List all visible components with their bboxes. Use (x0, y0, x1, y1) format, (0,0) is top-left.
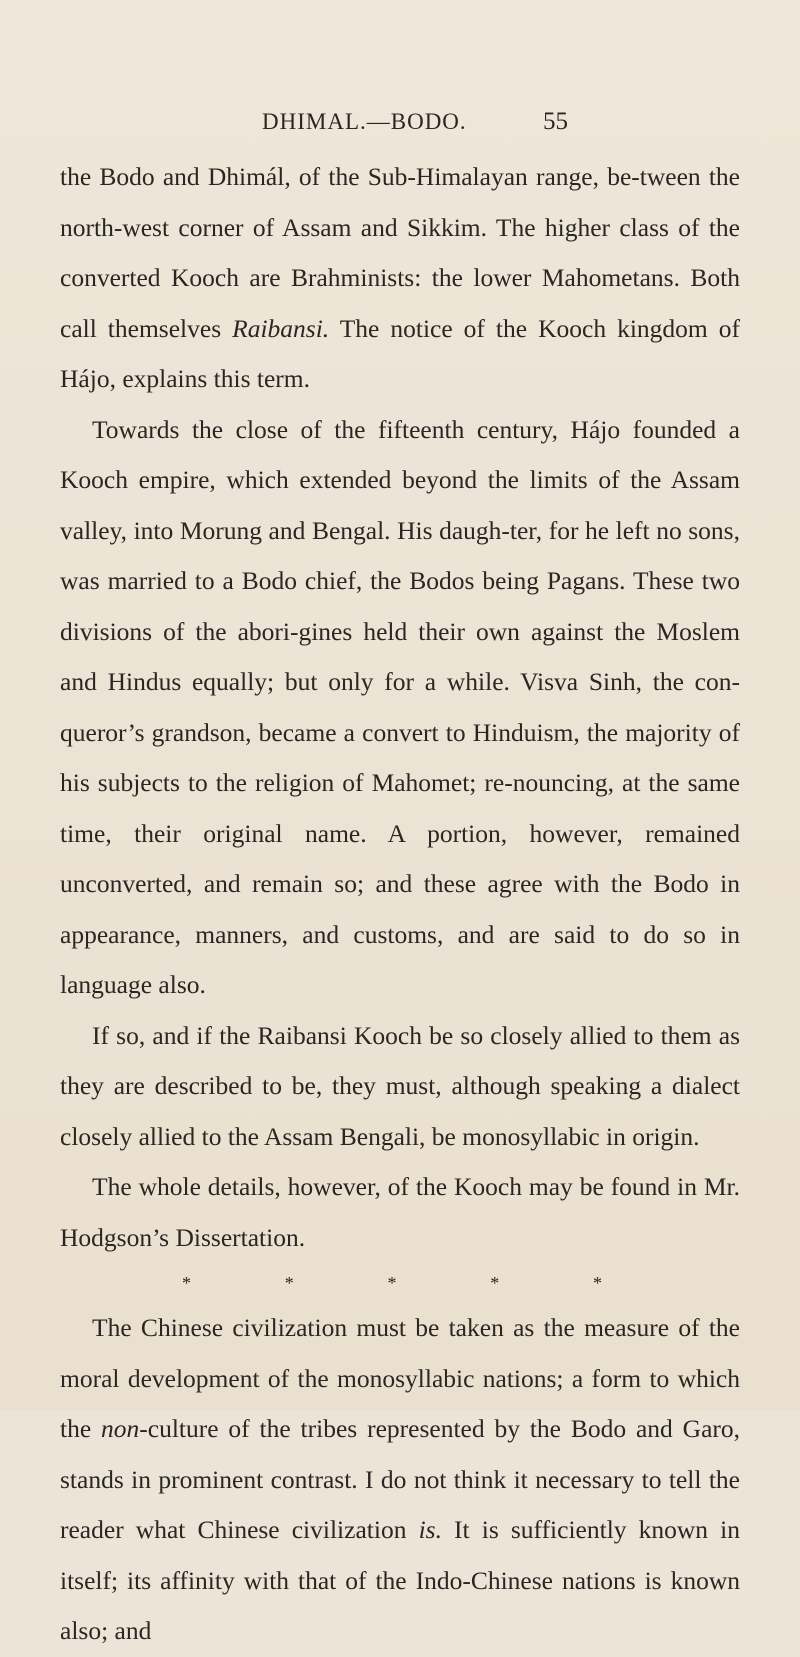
paragraph (60, 152, 740, 405)
asterisk: * (284, 1272, 294, 1293)
page-number: 55 (543, 108, 568, 135)
body-text (60, 152, 740, 1657)
text-run: If so, and if the Raibansi Kooch be so closely allied to them as they are described to be, they must, although speaking a dialect closely allied to the Assam Bengali, be monosyllabic in origin. (60, 1020, 740, 1151)
paragraph (60, 1303, 740, 1657)
text-run: -culture of the tribes represented by the Bodo and Garo, stands in prominent contrast. I do not think it necessary to tell the reader what Chinese civilization (60, 1414, 741, 1544)
text-run: Towards the close of the fifteenth century, Hájo founded a Kooch empire, which extended beyond the limits of the Assam valley, into Morung and Bengal. His daugh-ter, for he left no sons, was married to a Bodo chief, the Bodos being Pagans. These two divisions of the abori-gines held their own against the Moslem and Hindus equally; but only for a while. Visva Sinh, the con-queror’s grandson, became a convert to Hinduism, the majority of his subjects to the religion of Mahomet; re-nouncing, at the same time, their original name. A portion, however, remained unconverted, and remain so; and these agree with the Bodo in appearance, manners, and customs, and are said to do so in language also. (60, 414, 740, 999)
asterisk: * (490, 1272, 500, 1293)
text-run: The notice of the Kooch kingdom of Hájo, explains this term. (60, 313, 740, 393)
italic-text: non (101, 1414, 140, 1443)
asterisk: * (593, 1272, 602, 1293)
paragraph (60, 1011, 740, 1163)
italic-text: is. (418, 1515, 442, 1544)
running-head (0, 102, 800, 142)
italic-text: Raibansi. (232, 313, 330, 343)
text-run: the Bodo and Dhimál, of the Sub-Himalayan range, be-tween the north-west corner of Assam and Sikkim. The higher class of the converted Kooch are Brahminists: the lower Mahometans. Both call themselves (60, 162, 740, 343)
asterisk: * (387, 1272, 397, 1293)
running-title: DHIMAL.—BODO. (262, 109, 467, 134)
paragraph (60, 405, 740, 1011)
text-run: The whole details, however, of the Kooch may be found in Mr. Hodgson’s Dissertation. (60, 1172, 740, 1252)
text-run: It is sufficiently known in itself; its affinity with that of the Indo-Chinese nations is known also; and (60, 1515, 740, 1645)
text-run: The Chinese civilization must be taken as the measure of the moral development of the monosyllabic nations; a form to which the (60, 1313, 740, 1443)
section-separator (182, 1263, 602, 1303)
paragraphs-after (60, 1303, 740, 1657)
paragraph (60, 1162, 740, 1263)
asterisk: * (182, 1272, 191, 1293)
paragraphs-before (60, 152, 740, 1263)
